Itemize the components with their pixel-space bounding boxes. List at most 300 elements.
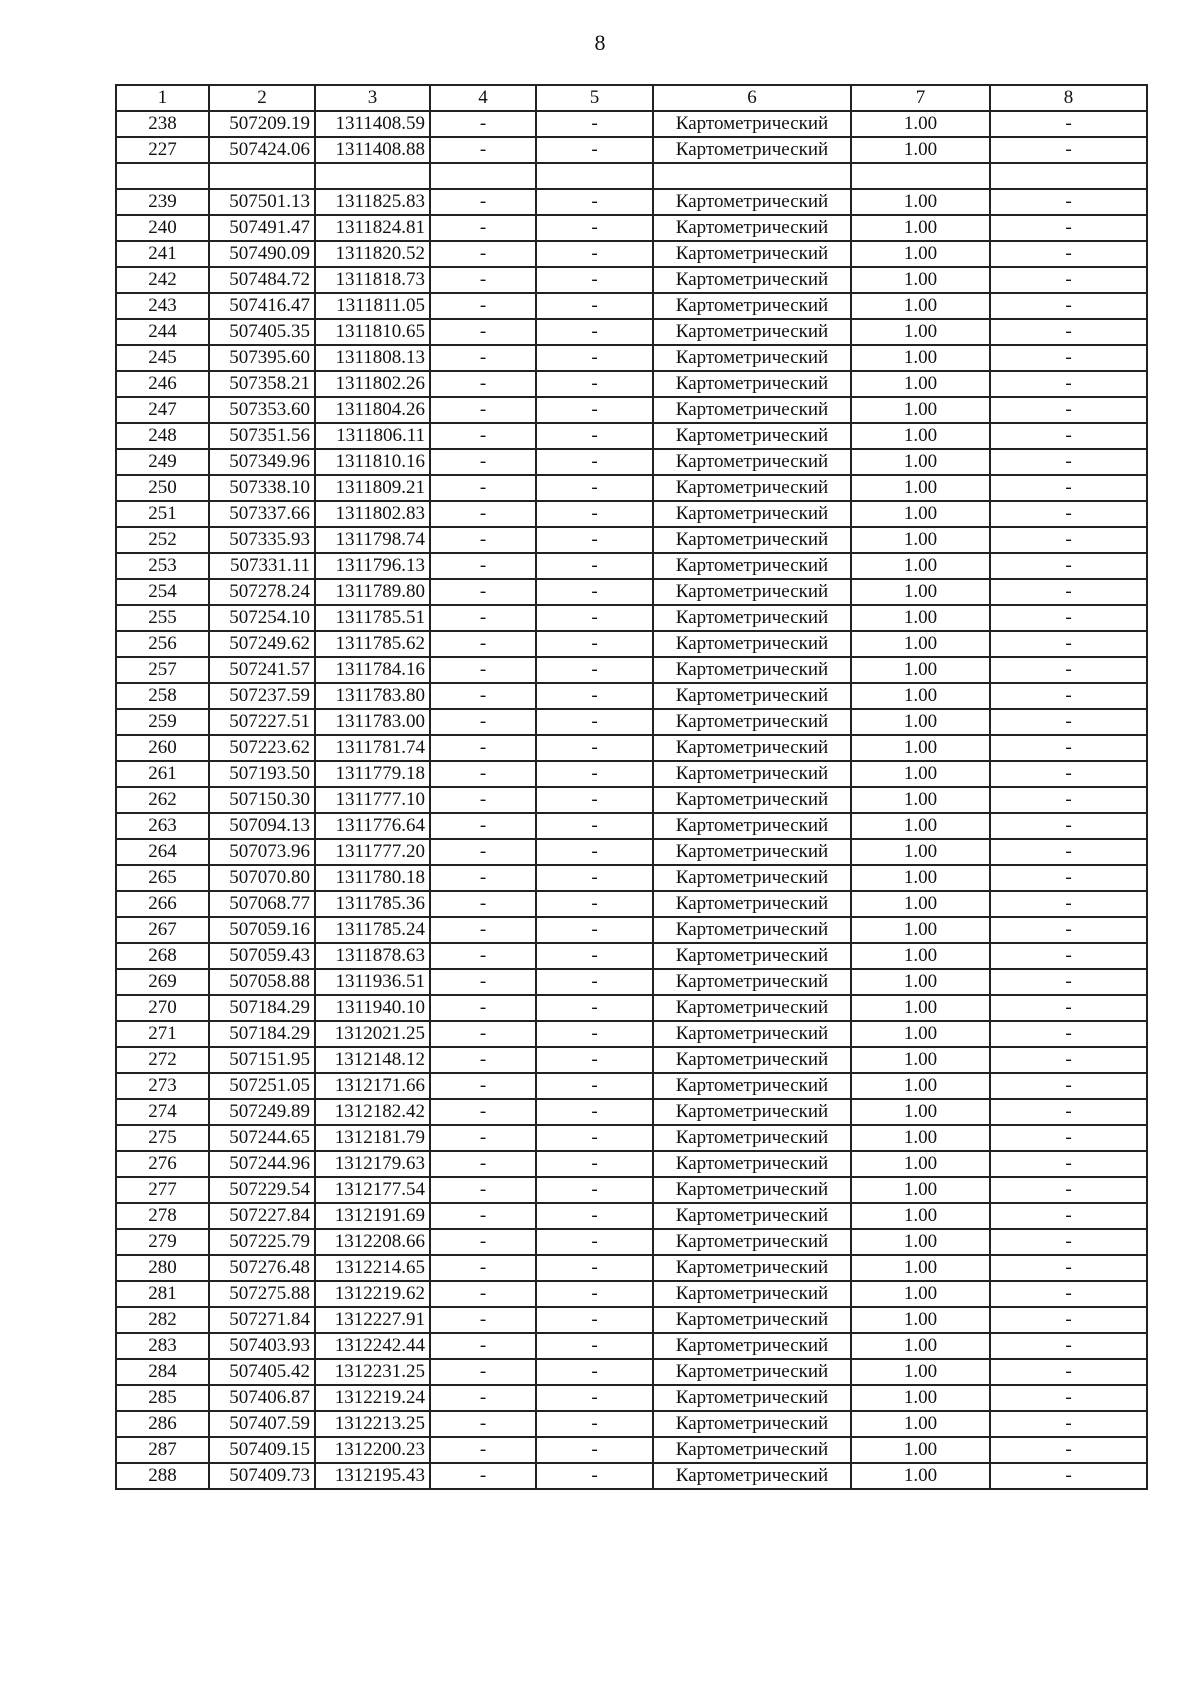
point-number-cell: 262 — [116, 787, 209, 813]
table-row — [116, 189, 1147, 215]
col5-cell: - — [536, 1125, 653, 1151]
table-row — [116, 163, 1147, 189]
point-number-cell: 248 — [116, 423, 209, 449]
accuracy-cell: 1.00 — [851, 891, 990, 917]
col8-cell: - — [990, 1099, 1147, 1125]
table-row — [116, 657, 1147, 683]
method-cell: Картометрический — [653, 1021, 851, 1047]
accuracy-cell: 1.00 — [851, 631, 990, 657]
col8-cell: - — [990, 293, 1147, 319]
col5-cell: - — [536, 1307, 653, 1333]
col8-cell: - — [990, 423, 1147, 449]
col4-cell: - — [430, 1229, 536, 1255]
accuracy-cell: 1.00 — [851, 995, 990, 1021]
col5-cell: - — [536, 657, 653, 683]
y-coordinate-cell: 1311789.80 — [315, 579, 430, 605]
y-coordinate-cell: 1311878.63 — [315, 943, 430, 969]
col4-cell: - — [430, 917, 536, 943]
table-row — [116, 1333, 1147, 1359]
x-coordinate-cell: 507094.13 — [209, 813, 315, 839]
col4-cell: - — [430, 813, 536, 839]
table-row — [116, 1021, 1147, 1047]
col5-cell: - — [536, 1229, 653, 1255]
col5-cell: - — [536, 449, 653, 475]
accuracy-cell: 1.00 — [851, 1177, 990, 1203]
col4-cell: - — [430, 1463, 536, 1489]
x-coordinate-cell: 507484.72 — [209, 267, 315, 293]
col5-cell: - — [536, 501, 653, 527]
col4-cell: - — [430, 735, 536, 761]
table-row — [116, 1411, 1147, 1437]
y-coordinate-cell: 1311936.51 — [315, 969, 430, 995]
method-cell: Картометрический — [653, 839, 851, 865]
col8-cell: - — [990, 527, 1147, 553]
accuracy-cell: 1.00 — [851, 397, 990, 423]
y-coordinate-cell — [315, 163, 430, 189]
accuracy-cell: 1.00 — [851, 267, 990, 293]
y-coordinate-cell: 1311811.05 — [315, 293, 430, 319]
table-row — [116, 1099, 1147, 1125]
point-number-cell: 240 — [116, 215, 209, 241]
col8-cell: - — [990, 449, 1147, 475]
col8-cell: - — [990, 371, 1147, 397]
col5-cell: - — [536, 995, 653, 1021]
y-coordinate-cell: 1312227.91 — [315, 1307, 430, 1333]
method-cell: Картометрический — [653, 579, 851, 605]
point-number-cell: 270 — [116, 995, 209, 1021]
table-row — [116, 111, 1147, 137]
point-number-cell: 246 — [116, 371, 209, 397]
y-coordinate-cell: 1311777.20 — [315, 839, 430, 865]
col5-cell: - — [536, 1203, 653, 1229]
method-cell: Картометрический — [653, 605, 851, 631]
table-row — [116, 995, 1147, 1021]
point-number-cell: 261 — [116, 761, 209, 787]
col4-cell: - — [430, 397, 536, 423]
col4-cell: - — [430, 1203, 536, 1229]
col8-cell: - — [990, 865, 1147, 891]
method-cell: Картометрический — [653, 1255, 851, 1281]
table-row — [116, 1255, 1147, 1281]
col4-cell: - — [430, 1151, 536, 1177]
col4-cell: - — [430, 579, 536, 605]
col5-cell: - — [536, 371, 653, 397]
x-coordinate-cell: 507409.73 — [209, 1463, 315, 1489]
col5-cell: - — [536, 1281, 653, 1307]
col4-cell: - — [430, 293, 536, 319]
x-coordinate-cell: 507237.59 — [209, 683, 315, 709]
header-cell-6: 6 — [653, 85, 851, 111]
col8-cell: - — [990, 241, 1147, 267]
y-coordinate-cell: 1312214.65 — [315, 1255, 430, 1281]
method-cell: Картометрический — [653, 1151, 851, 1177]
col5-cell: - — [536, 553, 653, 579]
method-cell: Картометрический — [653, 1359, 851, 1385]
point-number-cell: 281 — [116, 1281, 209, 1307]
x-coordinate-cell: 507244.96 — [209, 1151, 315, 1177]
method-cell: Картометрический — [653, 449, 851, 475]
table-row — [116, 553, 1147, 579]
col5-cell: - — [536, 1333, 653, 1359]
y-coordinate-cell: 1312219.62 — [315, 1281, 430, 1307]
accuracy-cell: 1.00 — [851, 423, 990, 449]
y-coordinate-cell: 1312191.69 — [315, 1203, 430, 1229]
x-coordinate-cell: 507351.56 — [209, 423, 315, 449]
method-cell: Картометрический — [653, 1047, 851, 1073]
col4-cell: - — [430, 657, 536, 683]
x-coordinate-cell: 507068.77 — [209, 891, 315, 917]
x-coordinate-cell: 507406.87 — [209, 1385, 315, 1411]
method-cell: Картометрический — [653, 865, 851, 891]
accuracy-cell: 1.00 — [851, 1047, 990, 1073]
x-coordinate-cell: 507353.60 — [209, 397, 315, 423]
col4-cell: - — [430, 215, 536, 241]
col4-cell: - — [430, 943, 536, 969]
method-cell: Картометрический — [653, 215, 851, 241]
table-row — [116, 605, 1147, 631]
table-row — [116, 969, 1147, 995]
col4-cell: - — [430, 891, 536, 917]
col5-cell: - — [536, 319, 653, 345]
point-number-cell: 238 — [116, 111, 209, 137]
method-cell: Картометрический — [653, 1203, 851, 1229]
col5-cell: - — [536, 631, 653, 657]
x-coordinate-cell: 507059.43 — [209, 943, 315, 969]
method-cell: Картометрический — [653, 1411, 851, 1437]
x-coordinate-cell: 507184.29 — [209, 995, 315, 1021]
y-coordinate-cell: 1311802.26 — [315, 371, 430, 397]
col5-cell: - — [536, 917, 653, 943]
col5-cell: - — [536, 735, 653, 761]
col5-cell: - — [536, 1463, 653, 1489]
col4-cell: - — [430, 1307, 536, 1333]
table-row — [116, 397, 1147, 423]
table-row — [116, 1463, 1147, 1489]
x-coordinate-cell: 507405.42 — [209, 1359, 315, 1385]
col5-cell — [536, 163, 653, 189]
col5-cell: - — [536, 761, 653, 787]
table-row — [116, 1047, 1147, 1073]
x-coordinate-cell: 507337.66 — [209, 501, 315, 527]
method-cell: Картометрический — [653, 917, 851, 943]
y-coordinate-cell: 1312200.23 — [315, 1437, 430, 1463]
header-row — [116, 85, 1147, 111]
x-coordinate-cell: 507335.93 — [209, 527, 315, 553]
header-cell-7: 7 — [851, 85, 990, 111]
y-coordinate-cell: 1311408.59 — [315, 111, 430, 137]
accuracy-cell: 1.00 — [851, 943, 990, 969]
col8-cell: - — [990, 735, 1147, 761]
method-cell: Картометрический — [653, 111, 851, 137]
y-coordinate-cell: 1311779.18 — [315, 761, 430, 787]
x-coordinate-cell: 507150.30 — [209, 787, 315, 813]
y-coordinate-cell: 1312181.79 — [315, 1125, 430, 1151]
table-row — [116, 683, 1147, 709]
method-cell: Картометрический — [653, 423, 851, 449]
point-number-cell: 250 — [116, 475, 209, 501]
col8-cell: - — [990, 657, 1147, 683]
table-row — [116, 1385, 1147, 1411]
table-row — [116, 787, 1147, 813]
x-coordinate-cell: 507058.88 — [209, 969, 315, 995]
col8-cell: - — [990, 917, 1147, 943]
col5-cell: - — [536, 1021, 653, 1047]
table-row — [116, 267, 1147, 293]
point-number-cell: 269 — [116, 969, 209, 995]
col4-cell: - — [430, 865, 536, 891]
col8-cell: - — [990, 1021, 1147, 1047]
y-coordinate-cell: 1311808.13 — [315, 345, 430, 371]
method-cell: Картометрический — [653, 319, 851, 345]
accuracy-cell: 1.00 — [851, 683, 990, 709]
col5-cell: - — [536, 1099, 653, 1125]
accuracy-cell: 1.00 — [851, 137, 990, 163]
method-cell — [653, 163, 851, 189]
col4-cell: - — [430, 1021, 536, 1047]
accuracy-cell: 1.00 — [851, 1437, 990, 1463]
point-number-cell: 288 — [116, 1463, 209, 1489]
col5-cell: - — [536, 839, 653, 865]
method-cell: Картометрический — [653, 501, 851, 527]
table-row — [116, 1359, 1147, 1385]
x-coordinate-cell: 507395.60 — [209, 345, 315, 371]
col5-cell: - — [536, 267, 653, 293]
col8-cell: - — [990, 1229, 1147, 1255]
col4-cell: - — [430, 761, 536, 787]
x-coordinate-cell: 507409.15 — [209, 1437, 315, 1463]
col8-cell: - — [990, 1073, 1147, 1099]
col5-cell: - — [536, 111, 653, 137]
method-cell: Картометрический — [653, 891, 851, 917]
y-coordinate-cell: 1312195.43 — [315, 1463, 430, 1489]
table-row — [116, 527, 1147, 553]
x-coordinate-cell: 507229.54 — [209, 1177, 315, 1203]
accuracy-cell: 1.00 — [851, 241, 990, 267]
x-coordinate-cell: 507349.96 — [209, 449, 315, 475]
col5-cell: - — [536, 1385, 653, 1411]
col4-cell: - — [430, 241, 536, 267]
x-coordinate-cell: 507501.13 — [209, 189, 315, 215]
method-cell: Картометрический — [653, 1385, 851, 1411]
col5-cell: - — [536, 189, 653, 215]
col8-cell: - — [990, 1281, 1147, 1307]
header-cell-3: 3 — [315, 85, 430, 111]
y-coordinate-cell: 1311940.10 — [315, 995, 430, 1021]
table-row — [116, 839, 1147, 865]
col4-cell: - — [430, 1177, 536, 1203]
y-coordinate-cell: 1312208.66 — [315, 1229, 430, 1255]
method-cell: Картометрический — [653, 1099, 851, 1125]
method-cell: Картометрический — [653, 475, 851, 501]
y-coordinate-cell: 1311780.18 — [315, 865, 430, 891]
accuracy-cell: 1.00 — [851, 1411, 990, 1437]
col4-cell: - — [430, 527, 536, 553]
point-number-cell: 273 — [116, 1073, 209, 1099]
table-row — [116, 943, 1147, 969]
table-row — [116, 1125, 1147, 1151]
table-row — [116, 319, 1147, 345]
point-number-cell: 243 — [116, 293, 209, 319]
point-number-cell: 259 — [116, 709, 209, 735]
y-coordinate-cell: 1311408.88 — [315, 137, 430, 163]
y-coordinate-cell: 1312182.42 — [315, 1099, 430, 1125]
col5-cell: - — [536, 1359, 653, 1385]
accuracy-cell: 1.00 — [851, 1229, 990, 1255]
col8-cell: - — [990, 839, 1147, 865]
col5-cell: - — [536, 1047, 653, 1073]
table-row — [116, 1177, 1147, 1203]
x-coordinate-cell: 507184.29 — [209, 1021, 315, 1047]
method-cell: Картометрический — [653, 683, 851, 709]
table-row — [116, 345, 1147, 371]
col8-cell: - — [990, 189, 1147, 215]
col4-cell: - — [430, 631, 536, 657]
col4-cell: - — [430, 839, 536, 865]
method-cell: Картометрический — [653, 631, 851, 657]
col4-cell: - — [430, 787, 536, 813]
col5-cell: - — [536, 605, 653, 631]
x-coordinate-cell: 507241.57 — [209, 657, 315, 683]
col8-cell: - — [990, 1307, 1147, 1333]
col8-cell: - — [990, 137, 1147, 163]
col5-cell: - — [536, 293, 653, 319]
point-number-cell: 253 — [116, 553, 209, 579]
col5-cell: - — [536, 1073, 653, 1099]
accuracy-cell: 1.00 — [851, 1255, 990, 1281]
y-coordinate-cell: 1311796.13 — [315, 553, 430, 579]
col5-cell: - — [536, 865, 653, 891]
table-row — [116, 761, 1147, 787]
col8-cell: - — [990, 1437, 1147, 1463]
col4-cell: - — [430, 605, 536, 631]
col4-cell: - — [430, 1411, 536, 1437]
x-coordinate-cell: 507070.80 — [209, 865, 315, 891]
point-number-cell: 276 — [116, 1151, 209, 1177]
x-coordinate-cell: 507491.47 — [209, 215, 315, 241]
x-coordinate-cell: 507358.21 — [209, 371, 315, 397]
method-cell: Картометрический — [653, 1463, 851, 1489]
method-cell: Картометрический — [653, 1125, 851, 1151]
table-row — [116, 865, 1147, 891]
header-cell-5: 5 — [536, 85, 653, 111]
x-coordinate-cell: 507249.62 — [209, 631, 315, 657]
col5-cell: - — [536, 345, 653, 371]
table-row — [116, 1437, 1147, 1463]
col4-cell: - — [430, 371, 536, 397]
point-number-cell: 244 — [116, 319, 209, 345]
y-coordinate-cell: 1311784.16 — [315, 657, 430, 683]
table-header — [116, 85, 1147, 111]
col8-cell: - — [990, 1047, 1147, 1073]
accuracy-cell: 1.00 — [851, 657, 990, 683]
y-coordinate-cell: 1311820.52 — [315, 241, 430, 267]
table-row — [116, 1229, 1147, 1255]
accuracy-cell: 1.00 — [851, 839, 990, 865]
x-coordinate-cell: 507424.06 — [209, 137, 315, 163]
page-number: 8 — [594, 30, 606, 55]
point-number-cell: 263 — [116, 813, 209, 839]
accuracy-cell: 1.00 — [851, 579, 990, 605]
accuracy-cell: 1.00 — [851, 969, 990, 995]
col5-cell: - — [536, 813, 653, 839]
y-coordinate-cell: 1311785.62 — [315, 631, 430, 657]
accuracy-cell: 1.00 — [851, 813, 990, 839]
point-number-cell: 245 — [116, 345, 209, 371]
col4-cell: - — [430, 553, 536, 579]
col4-cell: - — [430, 1255, 536, 1281]
col4-cell: - — [430, 969, 536, 995]
accuracy-cell: 1.00 — [851, 761, 990, 787]
col4-cell: - — [430, 345, 536, 371]
col5-cell: - — [536, 241, 653, 267]
x-coordinate-cell: 507490.09 — [209, 241, 315, 267]
table-row — [116, 423, 1147, 449]
point-number-cell: 283 — [116, 1333, 209, 1359]
col8-cell: - — [990, 943, 1147, 969]
x-coordinate-cell: 507278.24 — [209, 579, 315, 605]
point-number-cell: 252 — [116, 527, 209, 553]
accuracy-cell: 1.00 — [851, 1359, 990, 1385]
col8-cell: - — [990, 501, 1147, 527]
col8-cell: - — [990, 111, 1147, 137]
point-number-cell: 255 — [116, 605, 209, 631]
x-coordinate-cell: 507193.50 — [209, 761, 315, 787]
point-number-cell: 251 — [116, 501, 209, 527]
method-cell: Картометрический — [653, 1073, 851, 1099]
header-cell-1: 1 — [116, 85, 209, 111]
point-number-cell: 274 — [116, 1099, 209, 1125]
col4-cell: - — [430, 423, 536, 449]
accuracy-cell: 1.00 — [851, 449, 990, 475]
col4-cell — [430, 163, 536, 189]
y-coordinate-cell: 1311785.36 — [315, 891, 430, 917]
method-cell: Картометрический — [653, 1437, 851, 1463]
point-number-cell: 275 — [116, 1125, 209, 1151]
col5-cell: - — [536, 137, 653, 163]
accuracy-cell: 1.00 — [851, 371, 990, 397]
method-cell: Картометрический — [653, 241, 851, 267]
y-coordinate-cell: 1311785.51 — [315, 605, 430, 631]
y-coordinate-cell: 1312021.25 — [315, 1021, 430, 1047]
x-coordinate-cell: 507407.59 — [209, 1411, 315, 1437]
col8-cell: - — [990, 1255, 1147, 1281]
method-cell: Картометрический — [653, 553, 851, 579]
col4-cell: - — [430, 449, 536, 475]
accuracy-cell: 1.00 — [851, 1333, 990, 1359]
table-row — [116, 1281, 1147, 1307]
x-coordinate-cell: 507403.93 — [209, 1333, 315, 1359]
accuracy-cell: 1.00 — [851, 1281, 990, 1307]
point-number-cell: 249 — [116, 449, 209, 475]
point-number-cell: 241 — [116, 241, 209, 267]
method-cell: Картометрический — [653, 1281, 851, 1307]
point-number-cell: 247 — [116, 397, 209, 423]
table-row — [116, 1203, 1147, 1229]
accuracy-cell: 1.00 — [851, 709, 990, 735]
y-coordinate-cell: 1311804.26 — [315, 397, 430, 423]
col8-cell: - — [990, 1333, 1147, 1359]
method-cell: Картометрический — [653, 345, 851, 371]
x-coordinate-cell: 507227.51 — [209, 709, 315, 735]
x-coordinate-cell: 507338.10 — [209, 475, 315, 501]
accuracy-cell — [851, 163, 990, 189]
method-cell: Картометрический — [653, 787, 851, 813]
y-coordinate-cell: 1311783.00 — [315, 709, 430, 735]
y-coordinate-cell: 1312177.54 — [315, 1177, 430, 1203]
point-number-cell: 264 — [116, 839, 209, 865]
col8-cell: - — [990, 813, 1147, 839]
col8-cell: - — [990, 319, 1147, 345]
